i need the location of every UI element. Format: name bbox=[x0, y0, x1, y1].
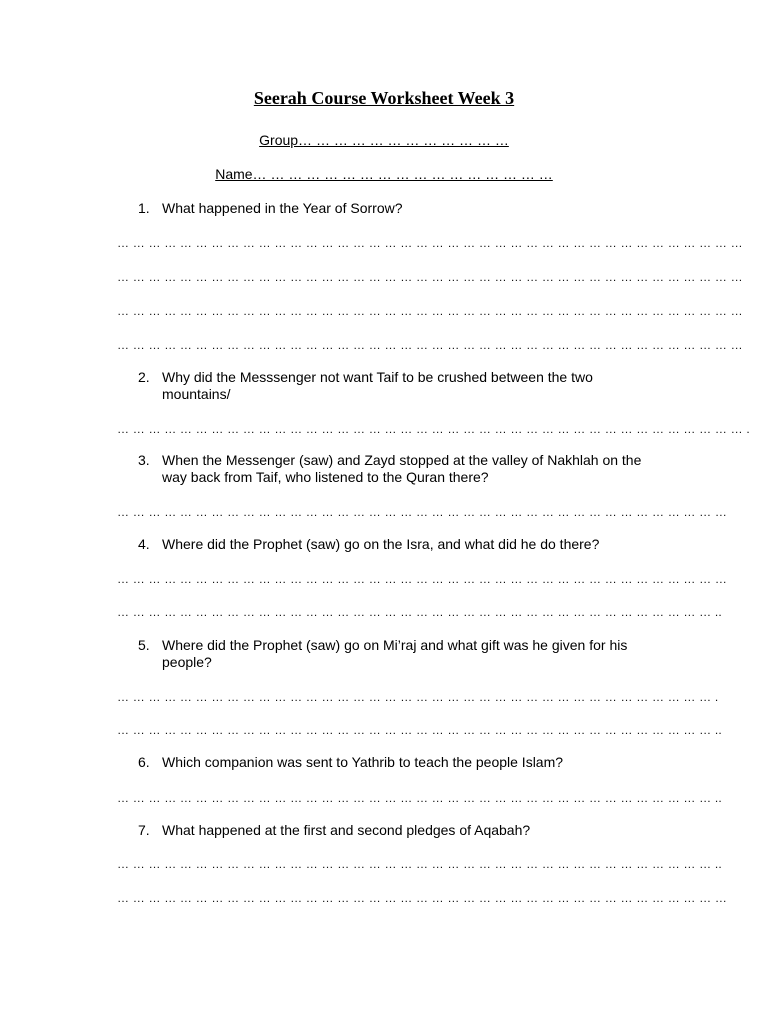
question-text: Why did the Messsenger not want Taif to be crushed between the two mountains/ bbox=[162, 369, 593, 402]
question-4 bbox=[138, 536, 658, 553]
answer-line: … … … … … … … … … … … … … … … … … … … … … … … … … … … … … … … … … … … … … … . bbox=[117, 690, 719, 704]
answer-line: … … … … … … … … … … … … … … … … … … … … … … … … … … … … … … … … … … … … … … … … bbox=[117, 236, 743, 250]
question-number: 4. bbox=[138, 536, 150, 552]
question-1 bbox=[138, 200, 658, 217]
question-number: 6. bbox=[138, 754, 150, 770]
answer-line: … … … … … … … … … … … … … … … … … … … … … … … … … … … … … … … … … … … … … … … … bbox=[117, 304, 743, 318]
question-5 bbox=[138, 637, 658, 671]
question-3 bbox=[138, 452, 658, 486]
name-field: Name… … … … … … … … … … … … … … … … … bbox=[215, 166, 553, 182]
question-6 bbox=[138, 754, 658, 771]
question-text: Which companion was sent to Yathrib to teach the people Islam? bbox=[162, 754, 564, 770]
answer-line: … … … … … … … … … … … … … … … … … … … … … … … … … … … … … … … … … … … … … … .. bbox=[117, 791, 722, 805]
group-field: Group… … … … … … … … … … … … bbox=[259, 132, 509, 148]
question-number: 3. bbox=[138, 452, 150, 468]
page-title: Seerah Course Worksheet Week 3 bbox=[253, 88, 515, 108]
question-7 bbox=[138, 822, 658, 839]
question-text: What happened at the first and second pledges of Aqabah? bbox=[162, 822, 531, 838]
answer-line: … … … … … … … … … … … … … … … … … … … … … … … … … … … … … … … … … … … … … … .. bbox=[117, 723, 722, 737]
question-text: What happened in the Year of Sorrow? bbox=[162, 200, 403, 216]
question-number: 1. bbox=[138, 200, 150, 216]
question-number: 2. bbox=[138, 369, 150, 385]
question-number: 5. bbox=[138, 637, 150, 653]
answer-line: … … … … … … … … … … … … … … … … … … … … … … … … … … … … … … … … … … … … … … … … . bbox=[117, 422, 750, 436]
question-text: When the Messenger (saw) and Zayd stopped at the valley of Nakhlah on the way back from Taif, who listened to the Quran there? bbox=[162, 452, 642, 485]
answer-line: … … … … … … … … … … … … … … … … … … … … … … … … … … … … … … … … … … … … … … .. bbox=[117, 857, 722, 871]
answer-line: … … … … … … … … … … … … … … … … … … … … … … … … … … … … … … … … … … … … … … … … bbox=[117, 270, 743, 284]
answer-line: … … … … … … … … … … … … … … … … … … … … … … … … … … … … … … … … … … … … … … … bbox=[117, 572, 728, 586]
question-number: 7. bbox=[138, 822, 150, 838]
answer-line: … … … … … … … … … … … … … … … … … … … … … … … … … … … … … … … … … … … … … … … bbox=[117, 891, 728, 905]
answer-line: … … … … … … … … … … … … … … … … … … … … … … … … … … … … … … … … … … … … … … .. bbox=[117, 605, 722, 619]
answer-line: … … … … … … … … … … … … … … … … … … … … … … … … … … … … … … … … … … … … … … … bbox=[117, 505, 728, 519]
question-text: Where did the Prophet (saw) go on Mi’raj and what gift was he given for his people? bbox=[162, 637, 628, 670]
question-text: Where did the Prophet (saw) go on the Isra, and what did he do there? bbox=[162, 536, 600, 552]
question-2 bbox=[138, 369, 658, 403]
answer-line: … … … … … … … … … … … … … … … … … … … … … … … … … … … … … … … … … … … … … … … … bbox=[117, 338, 743, 352]
